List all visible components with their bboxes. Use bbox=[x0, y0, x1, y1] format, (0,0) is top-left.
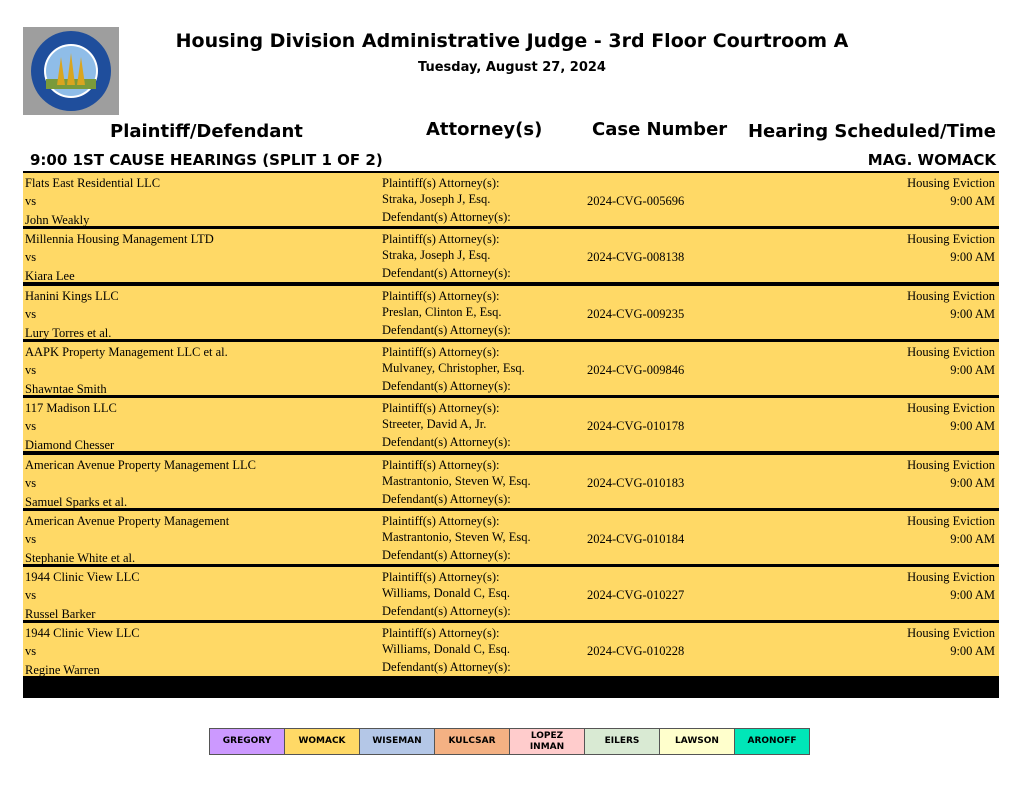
magistrate-color-legend bbox=[209, 728, 810, 755]
hearing-time: 9:00 AM bbox=[950, 362, 995, 377]
legend-item: WISEMAN bbox=[360, 729, 435, 754]
vs-label: vs bbox=[25, 250, 37, 265]
page-title: Housing Division Administrative Judge - 3rd Floor Courtroom A bbox=[175, 30, 849, 52]
hearing-type: Housing Eviction bbox=[907, 401, 995, 416]
table-row bbox=[23, 511, 999, 564]
table-row bbox=[23, 398, 999, 451]
vs-label: vs bbox=[25, 588, 37, 603]
legend-item: GREGORY bbox=[210, 729, 285, 754]
case-number: 2024-CVG-009235 bbox=[587, 306, 685, 321]
table-row bbox=[23, 286, 999, 339]
hearing-time: 9:00 AM bbox=[950, 419, 995, 434]
defendant-attorneys-label: Defendant(s) Attorney(s): bbox=[382, 322, 511, 337]
attorney-name: Preslan, Clinton E, Esq. bbox=[382, 304, 502, 319]
plaintiff-attorneys-label: Plaintiff(s) Attorney(s): bbox=[382, 176, 500, 190]
defendant-name: Kiara Lee bbox=[25, 269, 75, 284]
table-row bbox=[23, 342, 999, 395]
attorney-name: Mastrantonio, Steven W, Esq. bbox=[382, 529, 531, 544]
hearing-type: Housing Eviction bbox=[907, 570, 995, 585]
attorney-name: Williams, Donald C, Esq. bbox=[382, 586, 510, 601]
case-number: 2024-CVG-008138 bbox=[587, 250, 685, 265]
defendant-name: Diamond Chesser bbox=[25, 438, 115, 453]
hearing-time: 9:00 AM bbox=[950, 531, 995, 546]
vs-label: vs bbox=[25, 419, 37, 434]
legend-item: LOPEZ INMAN bbox=[510, 729, 585, 754]
vs-label: vs bbox=[25, 306, 37, 321]
plaintiff-name: Millennia Housing Management LTD bbox=[25, 232, 214, 247]
case-number: 2024-CVG-010228 bbox=[587, 644, 685, 659]
column-header-case-number: Case Number bbox=[592, 119, 728, 140]
defendant-attorneys-label: Defendant(s) Attorney(s): bbox=[382, 435, 511, 450]
column-header-hearing: Hearing Scheduled/Time bbox=[747, 121, 996, 142]
column-header-parties: Plaintiff/Defendant bbox=[110, 121, 303, 142]
hearing-type: Housing Eviction bbox=[907, 232, 995, 247]
session-label: 9:00 1ST CAUSE HEARINGS (SPLIT 1 OF 2) bbox=[30, 151, 383, 169]
vs-label: vs bbox=[25, 644, 37, 659]
defendant-attorneys-label: Defendant(s) Attorney(s): bbox=[382, 547, 511, 562]
plaintiff-attorneys-label: Plaintiff(s) Attorney(s): bbox=[382, 288, 500, 303]
plaintiff-attorneys-label: Plaintiff(s) Attorney(s): bbox=[382, 457, 500, 472]
defendant-name: John Weakly bbox=[25, 213, 90, 227]
hearing-time: 9:00 AM bbox=[950, 194, 995, 208]
plaintiff-attorneys-label: Plaintiff(s) Attorney(s): bbox=[382, 513, 500, 528]
defendant-name: Regine Warren bbox=[25, 663, 100, 678]
case-number: 2024-CVG-010184 bbox=[587, 531, 685, 546]
plaintiff-name: 117 Madison LLC bbox=[25, 401, 117, 416]
defendant-attorneys-label: Defendant(s) Attorney(s): bbox=[382, 604, 511, 619]
defendant-name: Shawntae Smith bbox=[25, 381, 107, 396]
plaintiff-name: American Avenue Property Management bbox=[25, 513, 230, 528]
hearing-type: Housing Eviction bbox=[907, 513, 995, 528]
vs-label: vs bbox=[25, 194, 37, 208]
hearing-time: 9:00 AM bbox=[950, 644, 995, 659]
plaintiff-name: 1944 Clinic View LLC bbox=[25, 570, 140, 585]
vs-label: vs bbox=[25, 362, 37, 377]
defendant-attorneys-label: Defendant(s) Attorney(s): bbox=[382, 660, 511, 675]
table-row bbox=[23, 229, 999, 282]
plaintiff-attorneys-label: Plaintiff(s) Attorney(s): bbox=[382, 570, 500, 585]
plaintiff-attorneys-label: Plaintiff(s) Attorney(s): bbox=[382, 401, 500, 416]
hearing-time: 9:00 AM bbox=[950, 588, 995, 603]
table-row bbox=[23, 455, 999, 508]
case-number: 2024-CVG-010183 bbox=[587, 475, 685, 490]
legend-item: ARONOFF bbox=[735, 729, 809, 754]
hearing-type: Housing Eviction bbox=[907, 176, 995, 190]
case-number: 2024-CVG-010227 bbox=[587, 588, 685, 603]
vs-label: vs bbox=[25, 475, 37, 490]
attorney-name: Mulvaney, Christopher, Esq. bbox=[382, 360, 525, 375]
case-number: 2024-CVG-010178 bbox=[587, 419, 685, 434]
attorney-name: Mastrantonio, Steven W, Esq. bbox=[382, 473, 531, 488]
plaintiff-name: American Avenue Property Management LLC bbox=[25, 457, 256, 472]
attorney-name: Straka, Joseph J, Esq. bbox=[382, 248, 491, 263]
attorney-name: Williams, Donald C, Esq. bbox=[382, 642, 510, 657]
defendant-attorneys-label: Defendant(s) Attorney(s): bbox=[382, 491, 511, 506]
defendant-attorneys-label: Defendant(s) Attorney(s): bbox=[382, 210, 511, 224]
hearing-type: Housing Eviction bbox=[907, 344, 995, 359]
legend-item: KULCSAR bbox=[435, 729, 510, 754]
hearing-type: Housing Eviction bbox=[907, 457, 995, 472]
defendant-name: Stephanie White et al. bbox=[25, 550, 136, 565]
magistrate-label: MAG. WOMACK bbox=[867, 151, 996, 169]
legend-item: LAWSON bbox=[660, 729, 735, 754]
legend-item: EILERS bbox=[585, 729, 660, 754]
case-table bbox=[23, 171, 999, 698]
vs-label: vs bbox=[25, 531, 37, 546]
legend-item: WOMACK bbox=[285, 729, 360, 754]
case-number: 2024-CVG-005696 bbox=[587, 194, 685, 208]
plaintiff-name: 1944 Clinic View LLC bbox=[25, 626, 140, 641]
defendant-name: Lury Torres et al. bbox=[25, 325, 112, 340]
defendant-attorneys-label: Defendant(s) Attorney(s): bbox=[382, 378, 511, 393]
defendant-name: Russel Barker bbox=[25, 607, 96, 622]
plaintiff-attorneys-label: Plaintiff(s) Attorney(s): bbox=[382, 626, 500, 641]
plaintiff-name: Hanini Kings LLC bbox=[25, 288, 119, 303]
hearing-time: 9:00 AM bbox=[950, 475, 995, 490]
hearing-time: 9:00 AM bbox=[950, 250, 995, 265]
hearing-type: Housing Eviction bbox=[907, 288, 995, 303]
attorney-name: Streeter, David A, Jr. bbox=[382, 417, 487, 432]
column-header-attorneys: Attorney(s) bbox=[426, 119, 543, 140]
defendant-name: Samuel Sparks et al. bbox=[25, 494, 128, 509]
plaintiff-name: Flats East Residential LLC bbox=[25, 176, 161, 190]
table-row bbox=[23, 173, 999, 226]
hearing-type: Housing Eviction bbox=[907, 626, 995, 641]
table-row bbox=[23, 623, 999, 676]
schedule-date: Tuesday, August 27, 2024 bbox=[418, 60, 606, 75]
hearing-time: 9:00 AM bbox=[950, 306, 995, 321]
plaintiff-attorneys-label: Plaintiff(s) Attorney(s): bbox=[382, 232, 500, 247]
plaintiff-attorneys-label: Plaintiff(s) Attorney(s): bbox=[382, 344, 500, 359]
plaintiff-name: AAPK Property Management LLC et al. bbox=[25, 344, 228, 359]
attorney-name: Straka, Joseph J, Esq. bbox=[382, 192, 491, 206]
table-row bbox=[23, 567, 999, 620]
defendant-attorneys-label: Defendant(s) Attorney(s): bbox=[382, 266, 511, 281]
case-number: 2024-CVG-009846 bbox=[587, 362, 685, 377]
